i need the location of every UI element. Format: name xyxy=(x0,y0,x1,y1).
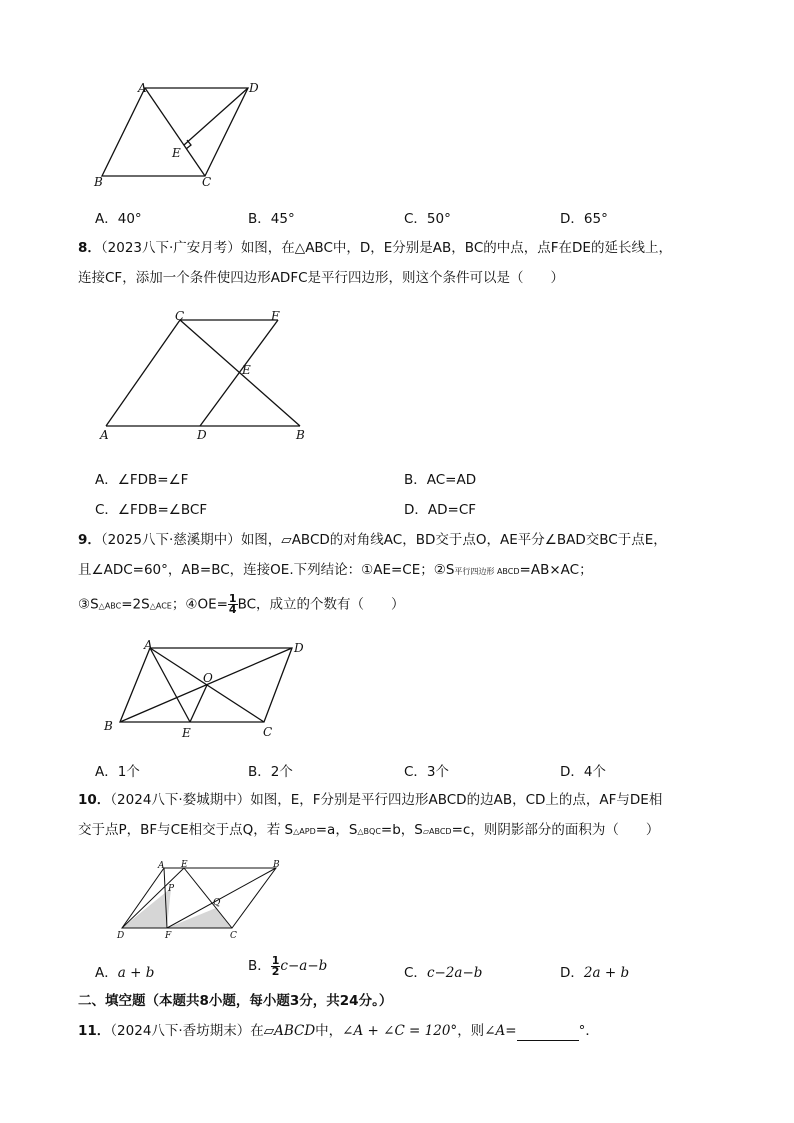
q8-option-a: A．∠FDB=∠F xyxy=(95,472,189,488)
q9-frac-num: 1 xyxy=(228,592,237,605)
q11-source: （2024八下·香坊期末） xyxy=(110,1023,251,1039)
q9-label-a: A xyxy=(144,638,153,652)
q9-label-o: O xyxy=(203,671,213,685)
q10-text-2a: 交于点P，BF与CE相交于点Q，若 S xyxy=(78,822,294,838)
q10-option-a-math: a + b xyxy=(117,965,155,981)
q9-text-2a: 且∠ADC=60°，AB=BC，连接OE.下列结论：①AE=CE；②S xyxy=(78,562,455,578)
q9-text-3sub1: △ABC xyxy=(98,601,122,611)
q10-option-d xyxy=(560,961,629,981)
q8-figure xyxy=(96,308,316,448)
q10-label-a: A xyxy=(158,861,165,871)
q7-option-c: C．50° xyxy=(404,211,451,227)
q11-number: 11． xyxy=(78,1023,111,1039)
q11-answer-blank[interactable] xyxy=(517,1026,579,1041)
q10-option-b xyxy=(248,954,327,977)
q10-figure xyxy=(112,856,292,944)
q10-option-d-math: 2a + b xyxy=(583,965,630,981)
q10-label-f: F xyxy=(165,931,172,941)
q11-text-d: °． xyxy=(578,1023,599,1039)
q9-label-c: C xyxy=(263,725,273,739)
q9-frac-den: 4 xyxy=(228,603,237,616)
q9-stem-line2 xyxy=(78,560,593,582)
q9-text-3c: ；④OE= xyxy=(171,596,228,613)
q8-option-d: D．AD=CF xyxy=(404,502,477,518)
q11-text-a: 在▱ xyxy=(250,1023,275,1039)
q10-label-c: C xyxy=(230,931,237,941)
q7-option-d: D．65° xyxy=(560,211,608,227)
q10-stem-line1 xyxy=(78,790,662,810)
q7-label-c: C xyxy=(202,175,212,189)
q10-label-d: D xyxy=(117,931,125,941)
q8-label-d: D xyxy=(197,428,207,442)
q7-label-a: A xyxy=(138,81,147,95)
q9-label-b: B xyxy=(104,719,113,733)
q9-text-2b: =AB×AC； xyxy=(519,562,593,578)
q8-label-c: C xyxy=(175,309,185,323)
q9-text-3d: BC，成立的个数有（ ） xyxy=(237,596,405,613)
q9-text-1: 如图，▱ABCD的对角线AC，BD交于点O，AE平分∠BAD交BC于点E， xyxy=(240,532,667,548)
q9-stem-line1 xyxy=(78,530,667,550)
q10-stem-line2 xyxy=(78,820,659,842)
q10-sub-2: △BQC xyxy=(357,827,381,836)
q9-source: （2025八下·慈溪期中） xyxy=(100,532,241,548)
q9-text-2sub: 平行四边形 ABCD xyxy=(454,567,520,576)
q9-option-d: D．4个 xyxy=(560,764,606,780)
q9-text-3a: ③S xyxy=(78,596,99,613)
section2-title: 二、填空题（本题共8小题，每小题3分，共24分。） xyxy=(78,993,393,1009)
q9-stem-line3 xyxy=(78,594,405,617)
q11-math-2: ∠A + ∠C = 120° xyxy=(342,1023,458,1039)
q8-number: 8． xyxy=(78,240,101,256)
q9-number: 9． xyxy=(78,532,101,548)
q10-text-2b: =a，S xyxy=(315,822,358,838)
q8-option-b: B．AC=AD xyxy=(404,472,477,488)
q10-label-e: E xyxy=(181,860,188,870)
q10-label-p: P xyxy=(168,884,175,894)
q8-stem-line1 xyxy=(78,238,672,258)
q10-option-c xyxy=(404,961,482,981)
q9-option-b: B．2个 xyxy=(248,764,293,780)
q10-option-b-den: 2 xyxy=(271,964,280,978)
q9-text-3sub2: △ACE xyxy=(149,601,172,611)
q8-label-e: E xyxy=(242,363,251,377)
q8-text-1: 如图，在△ABC中，D，E分别是AB，BC的中点，点F在DE的延长线上， xyxy=(240,240,672,256)
q11-text-b: 中， xyxy=(315,1023,343,1039)
q9-text-3b: =2S xyxy=(121,596,150,613)
q9-label-d: D xyxy=(294,641,304,655)
q9-label-e: E xyxy=(182,726,191,740)
q7-option-a: A．40° xyxy=(95,211,142,227)
q7-figure xyxy=(88,78,268,193)
q10-number: 10． xyxy=(78,792,111,808)
q10-source: （2024八下·婺城期中） xyxy=(110,792,251,808)
q9-figure xyxy=(98,636,323,746)
q11-text-c: ，则 xyxy=(457,1023,485,1039)
q7-label-d: D xyxy=(249,81,259,95)
q10-option-a xyxy=(95,961,154,981)
q10-text-2d: =c，则阴影部分的面积为（ ） xyxy=(451,822,660,838)
q10-option-b-label: B． xyxy=(248,958,271,974)
q10-option-b-fraction xyxy=(271,953,281,978)
q10-shaded-right xyxy=(167,908,232,928)
q10-text-1: 如图，E，F分别是平行四边形ABCD的边AB，CD上的点，AF与DE相 xyxy=(250,792,663,808)
q8-label-b: B xyxy=(296,428,305,442)
q9-option-a: A．1个 xyxy=(95,764,140,780)
q8-option-c: C．∠FDB=∠BCF xyxy=(95,502,208,518)
q10-sub-1: △APD xyxy=(293,827,316,836)
q7-label-e: E xyxy=(172,146,181,160)
q10-sub-3: ▱ABCD xyxy=(422,827,452,836)
q10-option-c-math: c−2a−b xyxy=(426,965,483,981)
q7-label-b: B xyxy=(94,175,103,189)
q9-option-c: C．3个 xyxy=(404,764,450,780)
q10-option-c-label: C． xyxy=(404,965,427,981)
q10-option-a-label: A． xyxy=(95,965,118,981)
q10-option-b-num: 1 xyxy=(271,953,280,967)
q7-option-b: B．45° xyxy=(248,211,295,227)
q8-source: （2023八下·广安月考） xyxy=(100,240,241,256)
q8-label-a: A xyxy=(100,428,109,442)
q10-text-2c: =b，S xyxy=(380,822,423,838)
q10-option-d-label: D． xyxy=(560,965,584,981)
q9-fraction xyxy=(228,594,238,615)
q11-math-1: ABCD xyxy=(274,1023,316,1039)
q11-stem xyxy=(78,1021,599,1041)
q8-label-f: F xyxy=(271,309,280,323)
q10-label-b: B xyxy=(273,860,280,870)
q10-label-q: Q xyxy=(213,898,221,908)
q10-shaded-left xyxy=(122,888,171,928)
q8-stem-line2: 连接CF，添加一个条件使四边形ADFC是平行四边形，则这个条件可以是（ ） xyxy=(78,270,565,286)
q11-math-3: ∠A= xyxy=(484,1023,517,1039)
q10-option-b-math: c−a−b xyxy=(280,958,328,974)
